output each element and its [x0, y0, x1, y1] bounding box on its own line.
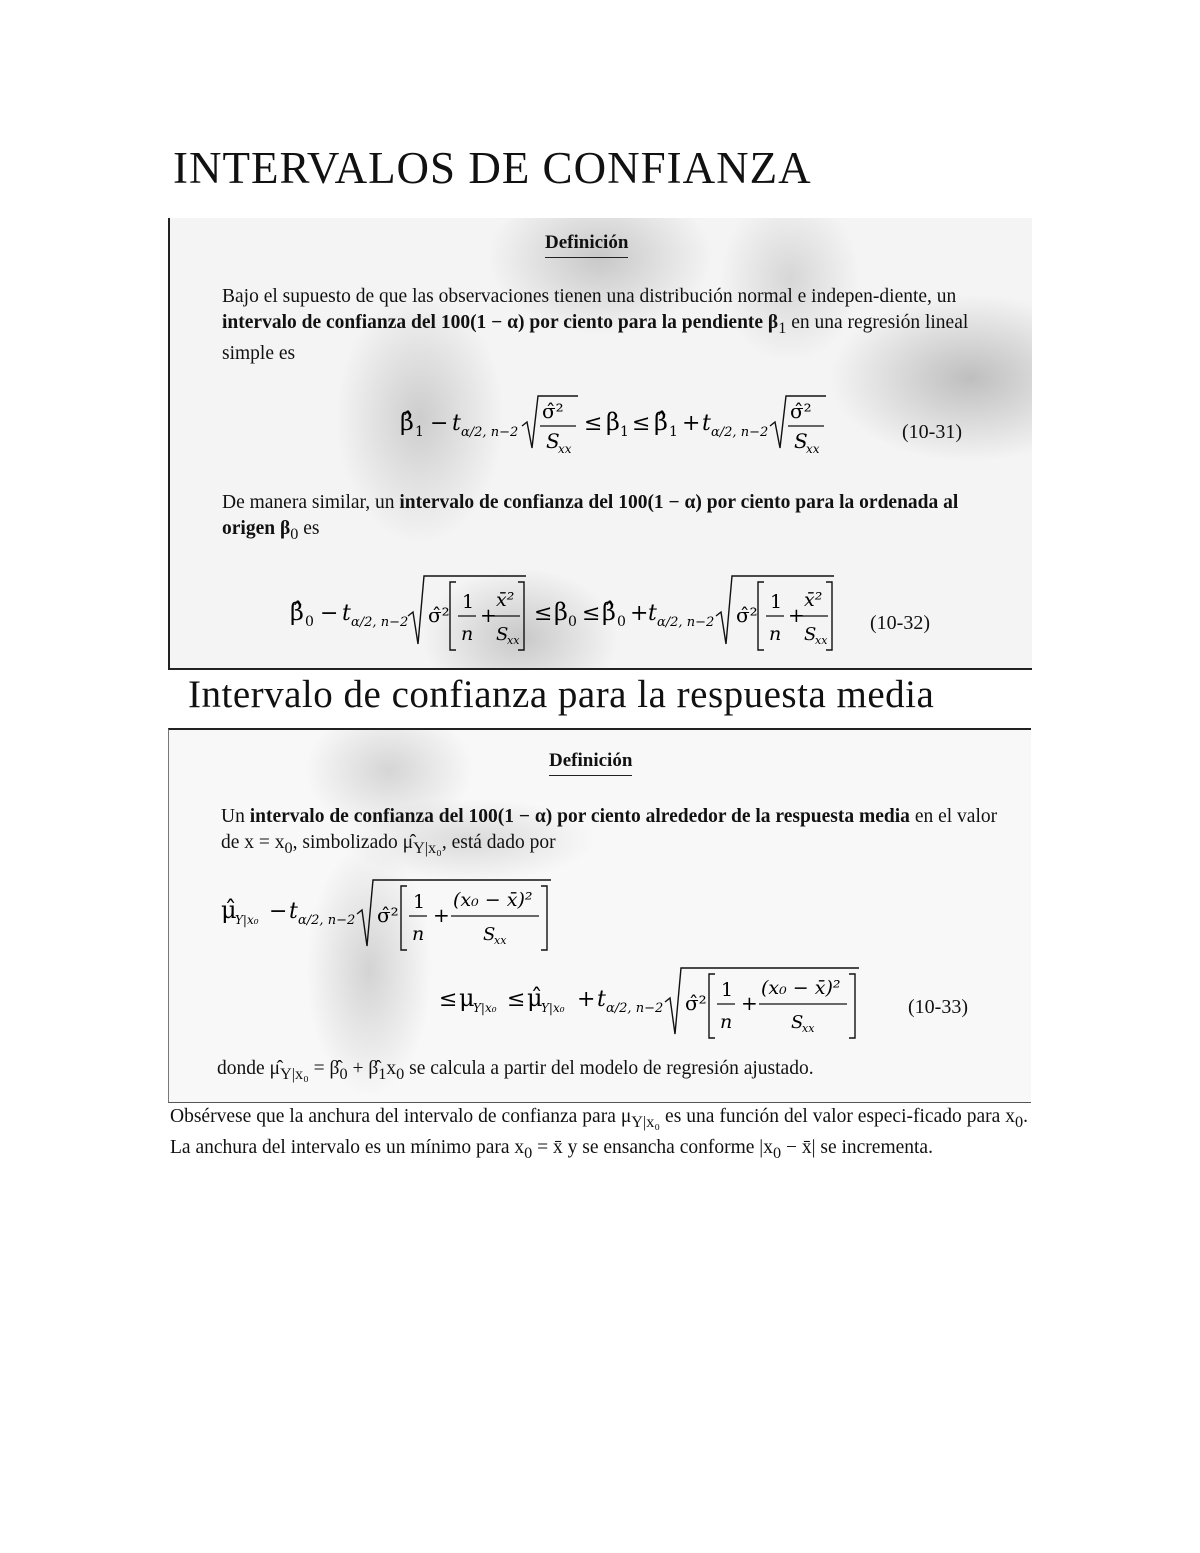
page-title: INTERVALOS DE CONFIANZA: [173, 143, 812, 193]
svg-text:xx: xx: [494, 934, 507, 947]
svg-text:1: 1: [415, 424, 424, 440]
section-title: Intervalo de confianza para la respuesta media: [188, 673, 935, 716]
svg-text:σ̂²: σ̂²: [377, 903, 399, 927]
svg-text:t: t: [342, 601, 351, 626]
definition-box-mean-response: [168, 728, 1031, 1103]
svg-text:1: 1: [620, 424, 629, 440]
svg-text:(x₀ − x̄)²: (x₀ − x̄)²: [453, 889, 533, 911]
interval-width-note: Obsérvese que la anchura del intervalo de confianza para $\mu_{Y|x_0}$ es una función del valor especi-ficado para $x_0$. La anchura del intervalo es un mínimo para $x_0$ = x̄ y se ensancha conforme $|x_0$ − x̄| se incrementa.: [170, 1106, 1028, 1162]
svg-text:μ̂: μ̂: [527, 984, 543, 1012]
svg-text:β̂: β̂: [602, 598, 616, 626]
svg-text:+: +: [682, 411, 701, 436]
svg-text:t: t: [597, 987, 606, 1012]
svg-text:μ̂: μ̂: [221, 896, 237, 924]
svg-text:x̄²: x̄²: [804, 589, 823, 611]
svg-text:−: −: [320, 601, 339, 626]
svg-text:0: 0: [305, 614, 314, 630]
svg-text:0: 0: [617, 614, 626, 630]
svg-text:+: +: [433, 903, 450, 927]
svg-text:σ̂²: σ̂²: [790, 399, 812, 423]
definition-text-fitted-model: donde $\mû_{Y|x_0}$ = $\betâ_0$ + $\betâ_1x_0$ se calcula a partir del modelo de regresión ajustado.: [217, 1058, 814, 1083]
svg-text:+: +: [577, 987, 596, 1012]
svg-text:β: β: [606, 408, 620, 436]
svg-text:xx: xx: [815, 634, 828, 647]
equation-mean-response-lower: [221, 876, 581, 956]
svg-text:μ: μ: [459, 984, 475, 1012]
svg-text:α/2, n−2: α/2, n−2: [351, 615, 409, 630]
definition-heading: Definición: [549, 750, 632, 776]
svg-text:S: S: [791, 1012, 804, 1033]
svg-text:≤: ≤: [439, 987, 458, 1012]
svg-text:β̂: β̂: [290, 598, 304, 626]
svg-text:α/2, n−2: α/2, n−2: [606, 1001, 664, 1016]
svg-text:σ̂²: σ̂²: [542, 399, 564, 423]
svg-text:0: 0: [568, 614, 577, 630]
svg-text:−: −: [430, 411, 449, 436]
svg-text:Y|x₀: Y|x₀: [235, 913, 259, 927]
svg-text:xx: xx: [806, 442, 820, 456]
svg-text:≤: ≤: [584, 411, 603, 436]
svg-text:σ̂²: σ̂²: [685, 991, 707, 1015]
svg-text:≤: ≤: [632, 411, 651, 436]
definition-text-slope: Bajo el supuesto de que las observaciones tienen una distribución normal e indepen-diente, un intervalo de confianza del 100(1 − α) por ciento para la pendiente $\beta_1$ en una regresión lineal simple es: [222, 286, 969, 364]
svg-text:S: S: [483, 924, 496, 945]
svg-text:1: 1: [721, 979, 734, 1001]
definition-text-intercept: De manera similar, un intervalo de confianza del 100(1 − α) por ciento para la ordenada al origen $\beta_0$ es: [222, 492, 959, 543]
equation-intercept-interval: [290, 570, 850, 656]
equation-number: (10-32): [870, 612, 930, 634]
svg-text:β: β: [554, 598, 568, 626]
svg-text:1: 1: [770, 591, 783, 613]
svg-text:x̄²: x̄²: [496, 589, 515, 611]
svg-text:n: n: [412, 923, 425, 945]
svg-text:S: S: [546, 429, 560, 453]
svg-text:Y|x₀: Y|x₀: [473, 1001, 497, 1015]
svg-text:σ̂²: σ̂²: [736, 603, 758, 627]
equation-mean-response-upper: [439, 966, 879, 1046]
svg-text:S: S: [496, 624, 509, 645]
svg-text:xx: xx: [802, 1022, 815, 1035]
svg-text:xx: xx: [558, 442, 572, 456]
svg-text:+: +: [630, 601, 649, 626]
svg-text:β̂: β̂: [400, 408, 414, 436]
svg-text:≤: ≤: [582, 601, 601, 626]
svg-text:1: 1: [462, 591, 475, 613]
svg-text:n: n: [461, 623, 474, 645]
svg-text:t: t: [648, 601, 657, 626]
definition-box-slope-intercept: [168, 218, 1032, 670]
svg-text:1: 1: [669, 424, 678, 440]
svg-text:xx: xx: [507, 634, 520, 647]
svg-text:σ̂²: σ̂²: [428, 603, 450, 627]
svg-text:S: S: [794, 429, 808, 453]
svg-text:Y|x₀: Y|x₀: [541, 1001, 565, 1015]
svg-text:−: −: [269, 899, 288, 924]
equation-number: (10-33): [908, 996, 968, 1018]
svg-text:t: t: [452, 411, 461, 436]
definition-heading: Definición: [545, 232, 628, 258]
svg-text:β̂: β̂: [654, 408, 668, 436]
definition-text-mean-response: Un intervalo de confianza del 100(1 − α) por ciento alrededor de la respuesta media en el valor de $x = x_0$, simbolizado $\mû_{Y|x_0}$, está dado por: [221, 806, 998, 857]
svg-text:S: S: [804, 624, 817, 645]
equation-slope-interval: [400, 386, 860, 466]
svg-text:α/2, n−2: α/2, n−2: [461, 425, 519, 440]
svg-text:≤: ≤: [534, 601, 553, 626]
svg-text:+: +: [741, 991, 758, 1015]
svg-text:+: +: [788, 603, 805, 627]
svg-text:n: n: [769, 623, 782, 645]
svg-text:α/2, n−2: α/2, n−2: [298, 913, 356, 928]
svg-text:+: +: [480, 603, 497, 627]
svg-text:≤: ≤: [507, 987, 526, 1012]
svg-text:1: 1: [413, 891, 426, 913]
svg-text:t: t: [289, 899, 298, 924]
equation-number: (10-31): [902, 421, 962, 443]
svg-text:n: n: [720, 1011, 733, 1033]
svg-text:α/2, n−2: α/2, n−2: [711, 425, 769, 440]
svg-text:(x₀ − x̄)²: (x₀ − x̄)²: [761, 977, 841, 999]
svg-text:α/2, n−2: α/2, n−2: [657, 615, 715, 630]
svg-text:t: t: [702, 411, 711, 436]
